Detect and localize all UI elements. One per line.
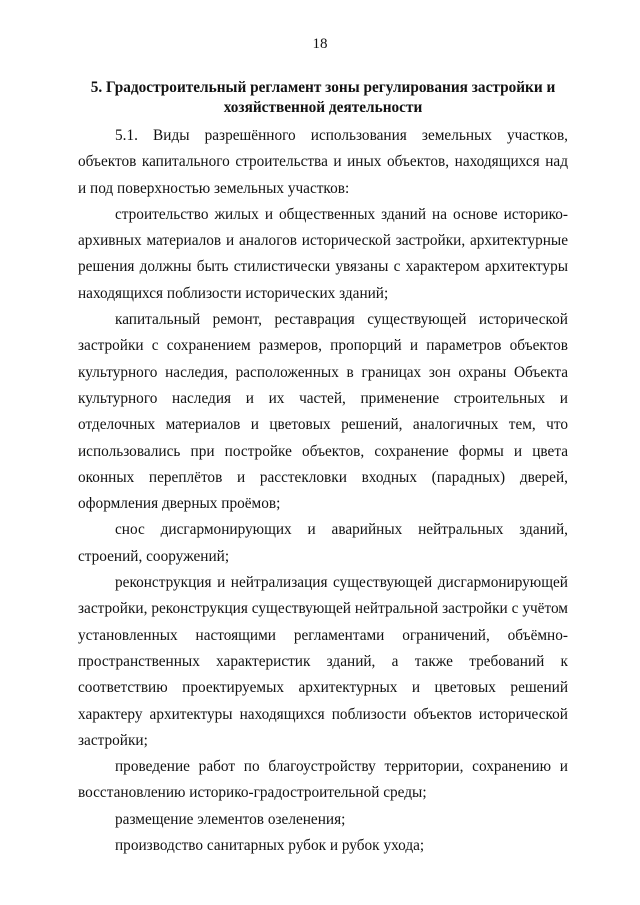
body-text bbox=[78, 123, 568, 859]
paragraph-reconstruction: реконструкция и нейтрализация существующей дисгармонирующей застройки, реконструкция существующей нейтральной застройки с учётом установленных настоящими регламентами ограничений, объёмно-пространственных характеристик зданий, а также требований к соответствию проектируемых архитектурных и цветовых решений характеру архитектуры находящихся поблизости объектов исторической застройки; bbox=[78, 574, 568, 749]
paragraph-greenery: размещение элементов озеленения; bbox=[115, 810, 346, 828]
paragraph-sanitary-felling: производство санитарных рубок и рубок ухода; bbox=[115, 837, 425, 855]
page-number: 18 bbox=[312, 36, 328, 52]
paragraph-construction: строительство жилых и общественных зданий на основе историко-архивных материалов и аналогов исторической застройки, архитектурные решения должны быть стилистически увязаны с характером архитектуры находящихся поблизости исторических зданий; bbox=[78, 205, 568, 302]
section-heading: 5. Градостроительный регламент зоны регулирования застройки и хозяйственной деятельности bbox=[90, 79, 556, 116]
paragraph-landscaping: проведение работ по благоустройству территории, сохранению и восстановлению историко-градостроительной среды; bbox=[78, 758, 568, 802]
paragraph-demolition: снос дисгармонирующих и аварийных нейтральных зданий, строений, сооружений; bbox=[78, 521, 568, 565]
paragraph-permitted-uses-intro: 5.1. Виды разрешённого использования земельных участков, объектов капитального строительства и иных объектов, находящихся над и под поверхностью земельных участков: bbox=[78, 127, 568, 197]
paragraph-capital-repair: капитальный ремонт, реставрация существующей исторической застройки с сохранением размеров, пропорций и параметров объектов культурного наследия, расположенных в границах зон охраны Объекта культурного наследия и их частей, применение строительных и отделочных материалов и цветовых решений, аналогичных тем, что использовались при постройке объектов, сохранение формы и цвета оконных переплётов и расстекловки входных (парадных) дверей, оформления дверных проёмов; bbox=[78, 311, 568, 513]
